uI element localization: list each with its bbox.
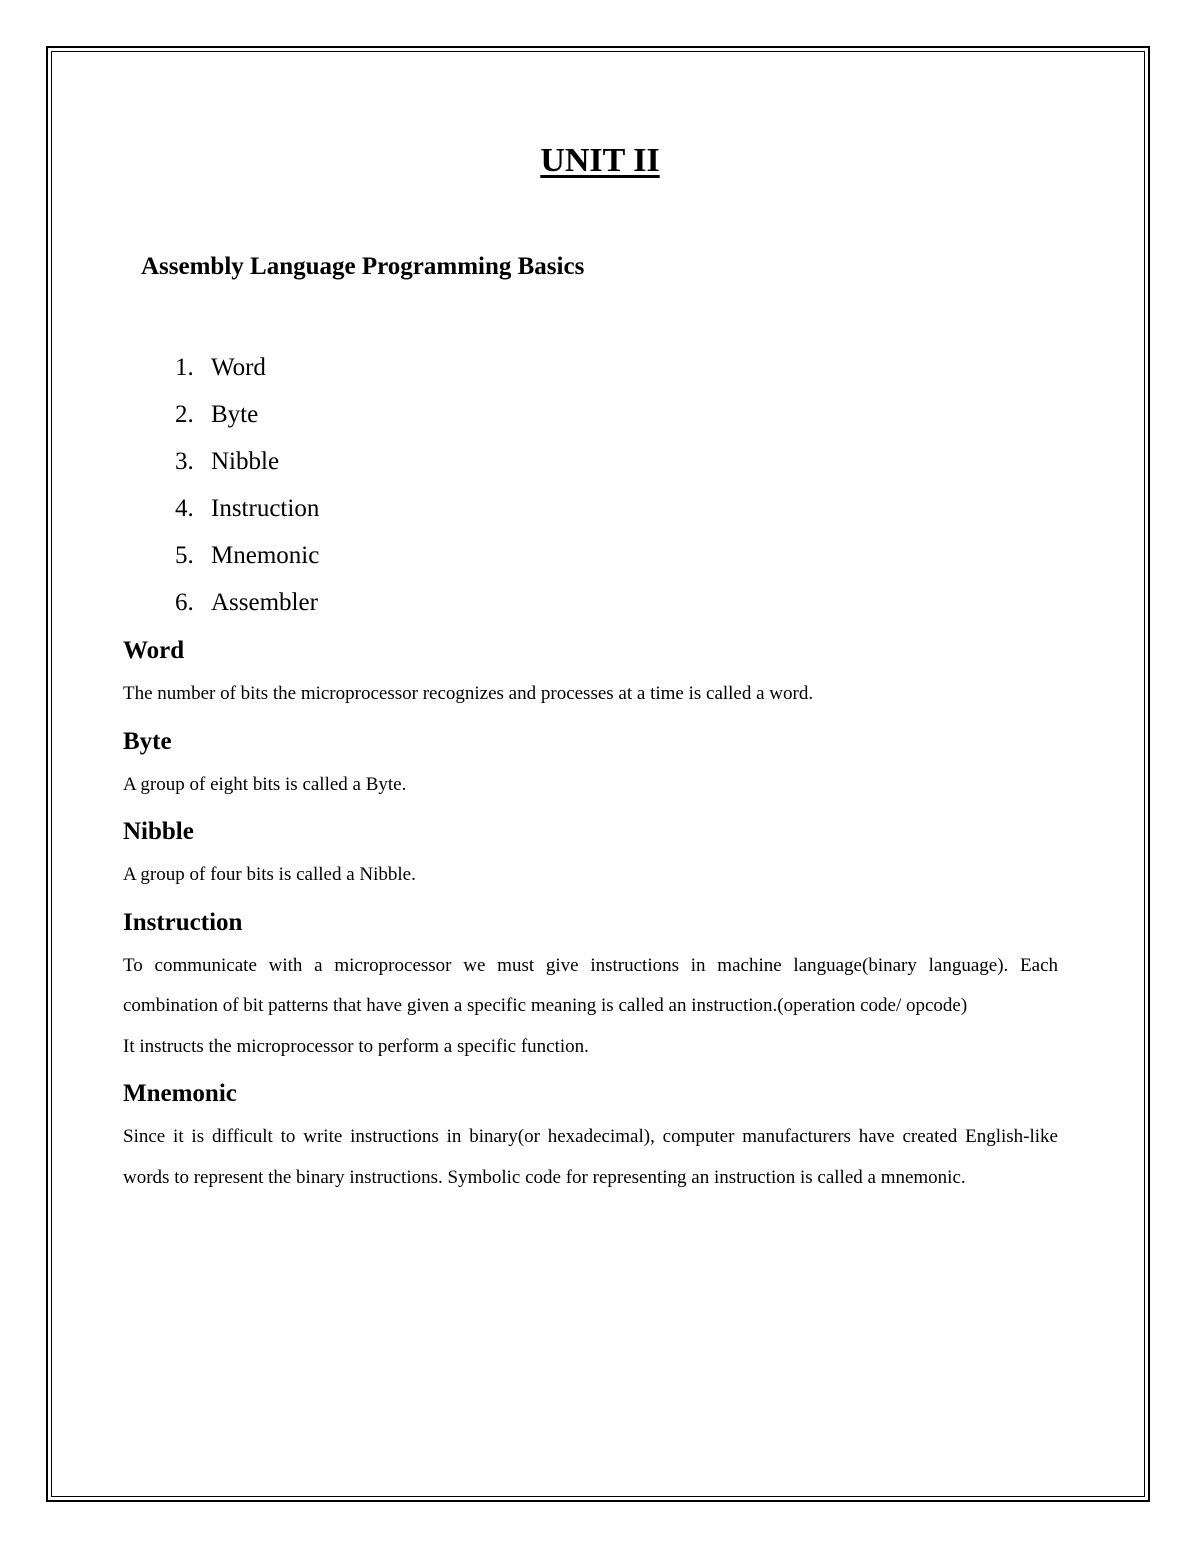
topic-number: 6. — [175, 589, 194, 616]
topic-number: 4. — [175, 495, 194, 522]
topic-list — [175, 348, 319, 630]
word-definition: The number of bits the microprocessor recognizes and processes at a time is called a word. — [123, 683, 814, 704]
nibble-definition: A group of four bits is called a Nibble. — [123, 864, 416, 885]
instruction-note: It instructs the microprocessor to perform a specific function. — [123, 1035, 589, 1057]
section-subtitle: Assembly Language Programming Basics — [141, 253, 585, 280]
word-heading: Word — [123, 637, 185, 664]
topic-list-item — [175, 536, 319, 583]
definitions-body — [123, 634, 1058, 1198]
topic-label: Byte — [211, 401, 259, 428]
topic-label: Word — [211, 354, 266, 381]
mnemonic-definition: Since it is difficult to write instructions in binary(or hexadecimal), computer manufacturers have created English-like words to represent the binary instructions. Symbolic code for representing an instruction is called a mnemonic. — [123, 1126, 1058, 1188]
topic-label: Instruction — [211, 495, 320, 522]
nibble-heading: Nibble — [123, 818, 194, 845]
page-title: UNIT II — [540, 142, 660, 179]
byte-definition: A group of eight bits is called a Byte. — [123, 773, 407, 795]
topic-number: 2. — [175, 401, 194, 428]
topic-label: Nibble — [211, 448, 280, 475]
topic-list-item — [175, 583, 319, 630]
topic-list-item — [175, 489, 319, 536]
topic-list-item — [175, 442, 319, 489]
mnemonic-heading: Mnemonic — [123, 1080, 237, 1107]
instruction-definition: To communicate with a microprocessor we must give instructions in machine language(binary language). Each combination of bit patterns that have given a specific meaning is called an instruction.(operation code/ opcode) — [123, 954, 1058, 1016]
byte-heading: Byte — [123, 727, 172, 755]
topic-list-item — [175, 395, 319, 442]
topic-list-item — [175, 348, 319, 395]
topic-label: Assembler — [211, 589, 318, 616]
instruction-heading: Instruction — [123, 908, 243, 936]
topic-number: 5. — [175, 542, 194, 569]
topic-label: Mnemonic — [211, 542, 320, 569]
topic-number: 3. — [175, 448, 194, 475]
topic-number: 1. — [175, 354, 194, 381]
